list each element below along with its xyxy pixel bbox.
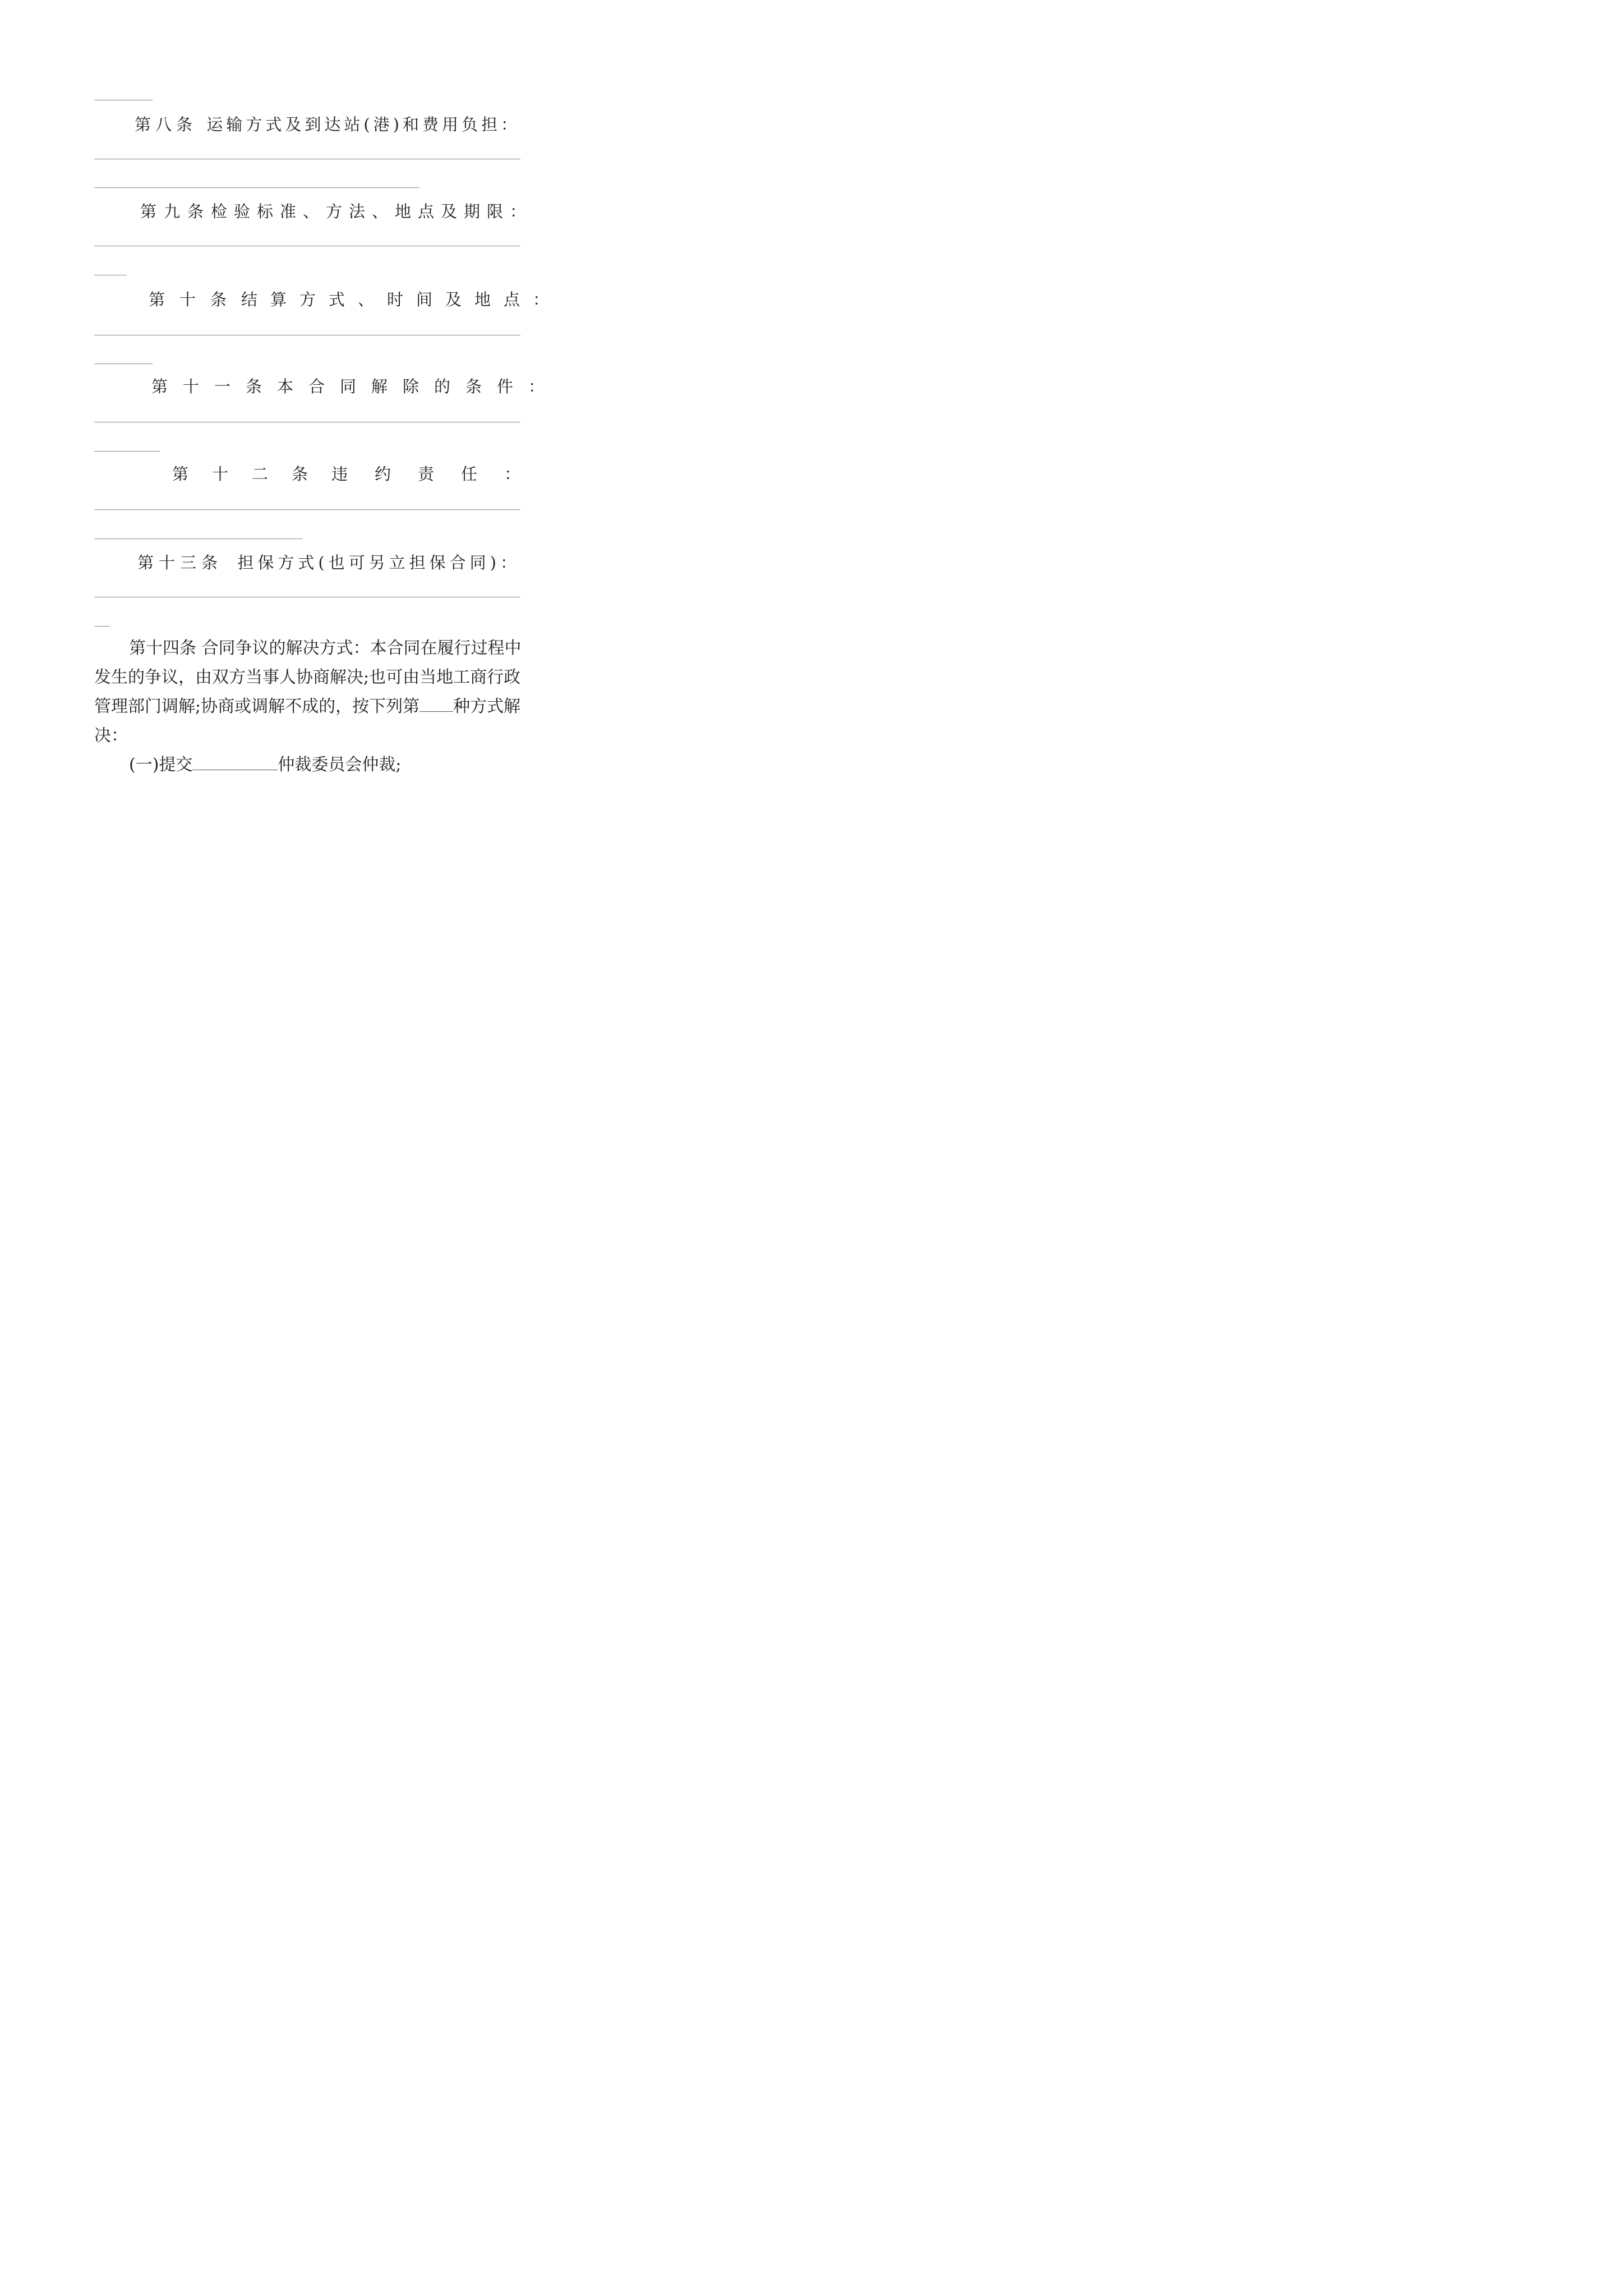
article-number: 第八条 (135, 114, 197, 134)
article-number: 第十二条 (172, 464, 332, 484)
article-title: 结算方式、时间及地点： (241, 289, 562, 309)
paragraph-line: 第十四条 合同争议的解决方式：本合同在履行过程中 (129, 638, 522, 658)
paragraph-line: 发生的争议，由双方当事人协商解决;也可由当地工商行政 (94, 668, 521, 687)
article-12 (172, 462, 548, 484)
article-title: 检验标准、方法、地点及期限： (211, 201, 533, 221)
item-prefix: (一)提交 (129, 755, 193, 775)
item-suffix: 仲裁委员会仲裁; (278, 755, 402, 775)
arbitration-blank[interactable] (192, 753, 278, 770)
article-number: 第十一条 (151, 376, 278, 396)
article-8 (135, 112, 520, 135)
option-item-1 (94, 751, 529, 780)
article-9 (140, 199, 533, 222)
article-number: 第九条 (140, 201, 211, 221)
article-number: 第十条 (149, 289, 242, 309)
paragraph-text: 管理部门调解;协商或调解不成的，按下列第 (94, 697, 420, 716)
fill-in-blank[interactable] (419, 694, 453, 712)
blank-line (94, 509, 520, 510)
paragraph-text: 种方式解 (453, 697, 521, 716)
article-title: 担保方式(也可另立担保合同)： (237, 553, 520, 572)
article-14-paragraph (94, 634, 529, 751)
article-title: 运输方式及到达站(港)和费用负担： (206, 114, 520, 134)
article-10 (149, 287, 562, 310)
blank-line (94, 626, 110, 627)
blank-line (94, 187, 419, 188)
article-title: 本合同解除的条件： (277, 376, 560, 396)
blank-line (94, 451, 160, 452)
paragraph-line (94, 692, 529, 721)
paragraph-line: 决： (94, 726, 128, 746)
article-13 (137, 550, 520, 573)
article-title: 违约责任： (331, 464, 548, 484)
article-number: 第十三条 (137, 553, 223, 572)
article-11 (151, 374, 560, 397)
